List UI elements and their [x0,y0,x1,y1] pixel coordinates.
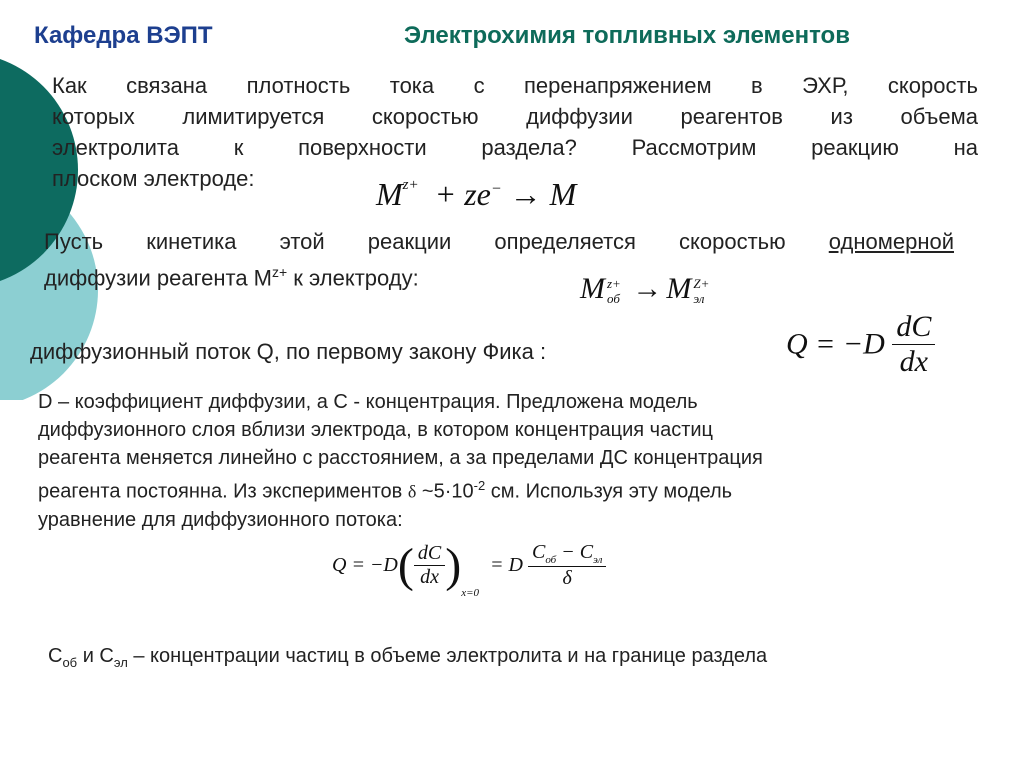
underlined-word: одномерной [828,229,954,254]
intro-line: плоском электроде: [52,166,255,191]
fick-equation: Q = −D $\frac{dC}{dx}$ [786,310,935,379]
department-title: Кафедра ВЭПТ [34,22,213,49]
diffusion-reaction: M z+ об → M Z+ эл [580,272,710,307]
model-paragraph: D – коэффициент диффузии, а C - концентрация. Предложена модель диффузионного слоя вблизи электрода, в котором концентрация частиц реагента меняется линейно с расстоянием, а за пределами ДС концентрация реагента постоянна. Из экспериментов δ $\sim 5\cdot 10^{-2}$ см. Используя эту модель уравнение для диффузионного потока: [38,391,763,531]
kinetics-paragraph: Пусть кинетика этой реакции определяется скоростью одномерной диффузии реагента $M^{z+}$ к электроду: [44,229,954,291]
reaction-equation: $M^{z+} + ze^- \to M$ [376,176,577,212]
intro-line: электролита к поверхности раздела? Рассмотрим реакцию на [52,135,978,160]
fick-law-text: диффузионный поток Q, по первому закону Фика : [30,339,547,364]
course-title: Электрохимия топливных элементов [404,22,850,49]
intro-line: которых лимитируется скоростью диффузии реагентов из объема [52,104,978,129]
intro-line: Как связана плотность тока с перенапряжением в ЭХР, скорость [52,73,978,98]
concentration-definition: $C_{об}$ и $C_{эл}$ – концентрации частиц в объеме электролита и на границе раздела [48,645,768,670]
flux-equation: Q = −D( $\frac{dC}{dx}$ )$_{x=0} = D$ $\frac{C_{об} - C_{эл}}{\delta}$ [332,538,606,599]
